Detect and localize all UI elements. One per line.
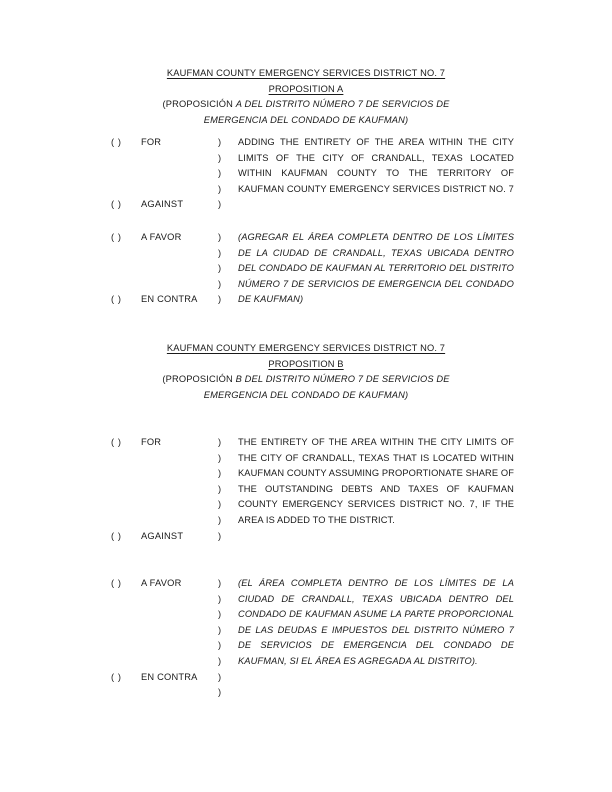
- brace-mark: ): [218, 263, 222, 274]
- brace-mark: ): [218, 294, 222, 305]
- proposition-a-spanish-line-1: [0, 97, 612, 113]
- checkbox-against[interactable]: ( ): [111, 199, 122, 210]
- brace-mark: ): [218, 437, 222, 447]
- brace-mark: ): [218, 609, 222, 620]
- spanish-heading-prefix: (PROPOSICIÓN: [162, 374, 236, 385]
- option-label-en-contra: EN CONTRA: [141, 294, 198, 305]
- brace-mark: ): [218, 593, 222, 604]
- proposition-b-district-line: [0, 341, 612, 357]
- district-title-text: KAUFMAN COUNTY EMERGENCY SERVICES DISTRICT NO. 7: [166, 343, 446, 353]
- proposition-a-english-text: [238, 135, 514, 197]
- option-row-en-contra[interactable]: [0, 670, 612, 686]
- proposition-a-district-line: [0, 66, 612, 82]
- brace-mark: ): [218, 483, 222, 494]
- brace-mark: ): [218, 624, 222, 635]
- brace-mark: ): [218, 183, 222, 194]
- brace-mark: ): [218, 199, 222, 210]
- district-title-text: KAUFMAN COUNTY EMERGENCY SERVICES DISTRICT NO. 7: [166, 68, 446, 78]
- spanish-heading-body: A DEL DISTRITO NÚMERO 7 DE SERVICIOS DE: [235, 99, 450, 110]
- brace-mark: ): [218, 578, 222, 588]
- checkbox-a-favor[interactable]: ( ): [111, 578, 122, 588]
- brace-mark: ): [218, 168, 222, 179]
- proposition-title-text: PROPOSITION A: [268, 83, 344, 94]
- proposition-b-title-line: [0, 357, 612, 373]
- brace-mark: ): [218, 247, 222, 258]
- option-label-en-contra: EN CONTRA: [141, 671, 198, 682]
- proposition-a-spanish-text: [238, 230, 514, 308]
- checkbox-en-contra[interactable]: ( ): [111, 671, 122, 682]
- option-label-against: AGAINST: [141, 199, 184, 210]
- spanish-heading-body: B DEL DISTRITO NÚMERO 7 DE SERVICIOS DE: [235, 374, 450, 385]
- brace-mark: ): [218, 278, 222, 289]
- measure-text-paragraph: (EL ÁREA COMPLETA DENTRO DE LOS LÍMITES DE LA CIUDAD DE CRANDALL, TEXAS UBICADA DENTRO DEL CONDADO DE KAUFMAN ASUME LA PARTE PROPORCIONAL DE LAS DEUDAS E IMPUESTOS DEL DISTRITO NÚMERO 7 DE SERVICIOS DE EMERGENCIA DEL CONDADO DE KAUFMAN, SI EL ÁREA ES AGREGADA AL DISTRITO).: [238, 578, 514, 666]
- brace-mark: ): [218, 232, 222, 242]
- option-row-against[interactable]: [0, 529, 612, 545]
- checkbox-against[interactable]: ( ): [111, 530, 122, 541]
- option-label-for: FOR: [141, 437, 162, 447]
- option-row-against[interactable]: [0, 197, 612, 213]
- brace-mark: ): [218, 152, 222, 163]
- brace-mark: ): [218, 671, 222, 682]
- spanish-heading-prefix: (PROPOSICIÓN: [162, 99, 236, 110]
- brace-mark: ): [218, 530, 222, 541]
- measure-text-paragraph: ADDING THE ENTIRETY OF THE AREA WITHIN THE CITY LIMITS OF THE CITY OF CRANDALL, TEXAS LOCATED WITHIN KAUFMAN COUNTY TO THE TERRITORY OF KAUFMAN COUNTY EMERGENCY SERVICES DISTRICT NO. 7: [238, 137, 514, 194]
- proposition-title-text: PROPOSITION B: [268, 358, 344, 369]
- proposition-b-english-text: [238, 435, 514, 529]
- brace-mark: ): [218, 656, 222, 666]
- checkbox-for[interactable]: ( ): [111, 137, 122, 147]
- proposition-b-spanish-text: [238, 576, 514, 670]
- measure-text-paragraph: THE ENTIRETY OF THE AREA WITHIN THE CITY LIMITS OF THE CITY OF CRANDALL, TEXAS THAT IS LOCATED WITHIN KAUFMAN COUNTY ASSUMING PROPORTIONATE SHARE OF THE OUTSTANDING DEBTS AND TAXES OF KAUFMAN COUNTY EMERGENCY SERVICES DISTRICT NO. 7, IF THE AREA IS ADDED TO THE DISTRICT.: [238, 437, 514, 525]
- proposition-b-heading: [0, 341, 612, 403]
- brace-mark: ): [218, 640, 222, 651]
- proposition-b-spanish-line-1: [0, 372, 612, 388]
- proposition-a-title-line: [0, 82, 612, 98]
- checkbox-a-favor[interactable]: ( ): [111, 232, 122, 242]
- brace-row: [0, 685, 612, 701]
- option-label-a-favor: A FAVOR: [141, 232, 182, 242]
- option-label-against: AGAINST: [141, 530, 184, 541]
- option-label-for: FOR: [141, 137, 162, 147]
- brace-mark: ): [218, 468, 222, 479]
- measure-text-paragraph: (AGREGAR EL ÁREA COMPLETA DENTRO DE LOS LÍMITES DE LA CIUDAD DE CRANDALL, TEXAS UBICADA DENTRO DEL CONDADO DE KAUFMAN AL TERRITORIO DEL DISTRITO NÚMERO 7 DE SERVICIOS DE EMERGENCIA DEL CONDADO DE KAUFMAN): [238, 232, 514, 305]
- checkbox-for[interactable]: ( ): [111, 437, 122, 447]
- option-label-a-favor: A FAVOR: [141, 578, 182, 588]
- brace-mark: ): [218, 515, 222, 525]
- brace-mark: ): [218, 452, 222, 463]
- proposition-a-spanish-line-2: EMERGENCIA DEL CONDADO DE KAUFMAN): [203, 114, 409, 125]
- proposition-a-heading: [0, 66, 612, 128]
- brace-mark: ): [218, 137, 222, 147]
- proposition-b-spanish-line-2: EMERGENCIA DEL CONDADO DE KAUFMAN): [203, 389, 409, 400]
- brace-mark: ): [218, 687, 222, 698]
- brace-mark: ): [218, 499, 222, 510]
- checkbox-en-contra[interactable]: ( ): [111, 294, 122, 305]
